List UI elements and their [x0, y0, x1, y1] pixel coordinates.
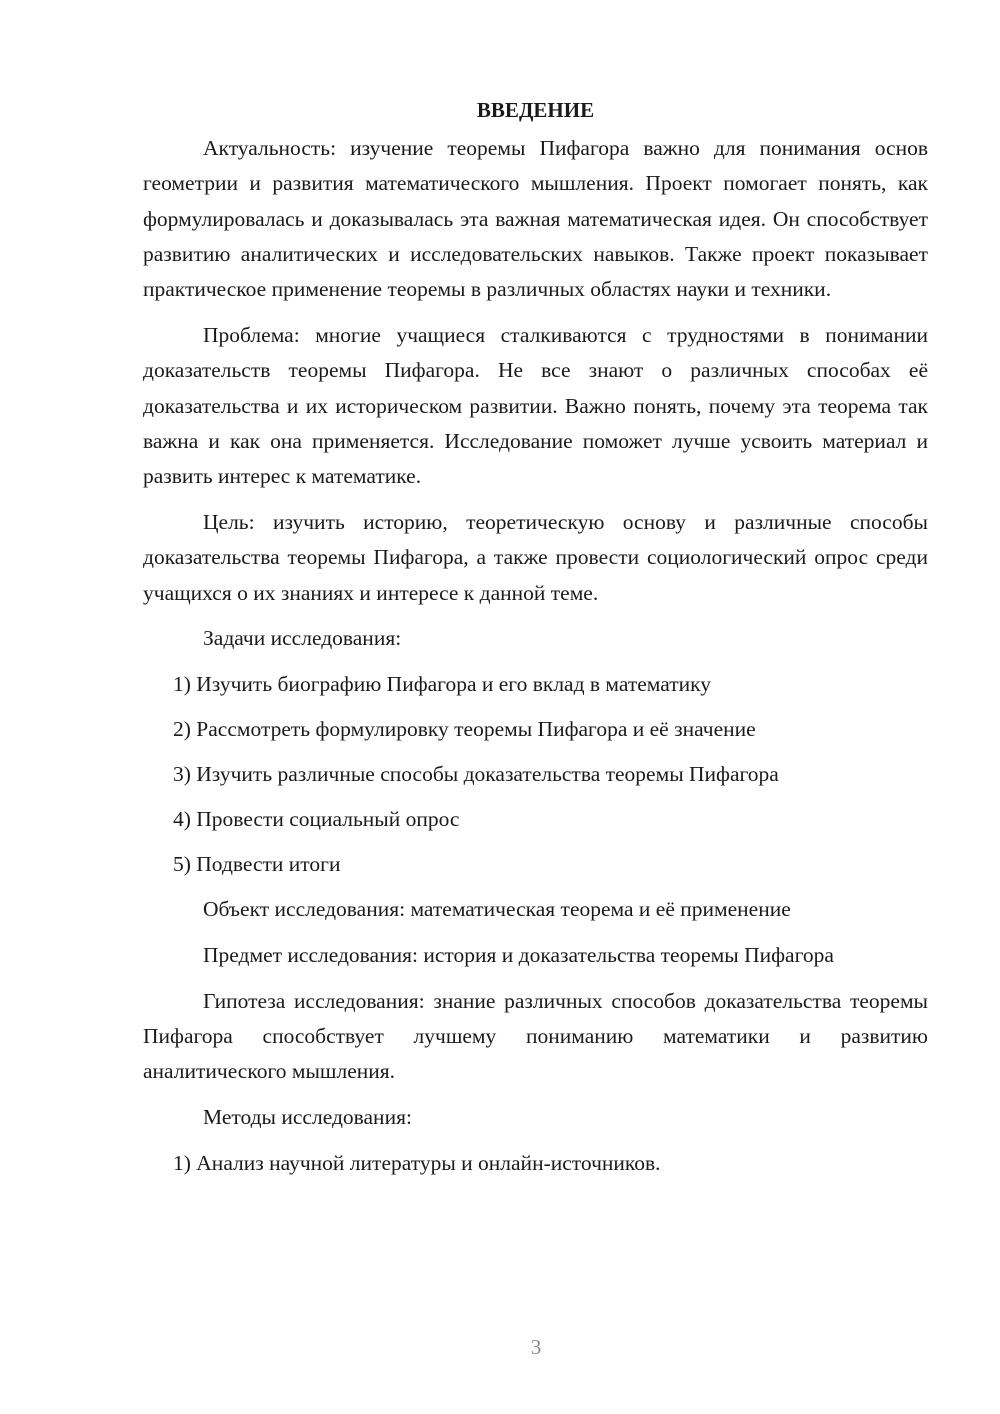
paragraph-problem: Проблема: многие учащиеся сталкиваются с трудностями в понимании доказательств теоремы Пифагора. Не все знают о различных способах её доказательства и их историческом развитии. Важно понять, почему эта теорема так важна и как она применяется. Исследование поможет лучше усвоить материал и развить интерес к математике. — [143, 322, 928, 489]
task-item-4: 4) Провести социальный опрос — [173, 807, 460, 832]
task-item-2: 2) Рассмотреть формулировку теоремы Пифагора и её значение — [173, 717, 756, 742]
task-item-5: 5) Подвести итоги — [173, 852, 341, 877]
paragraph-methods-heading: Методы исследования: — [203, 1105, 412, 1130]
document-page — [143, 95, 928, 1191]
paragraph-hypothesis: Гипотеза исследования: знание различных способов доказательства теоремы Пифагора способствует лучшему пониманию математики и развитию аналитического мышления. — [143, 988, 928, 1084]
method-item-1: 1) Анализ научной литературы и онлайн-источников. — [173, 1150, 661, 1175]
paragraph-goal: Цель: изучить историю, теоретическую основу и различные способы доказательства теоремы Пифагора, а также провести социологический опрос среди учащихся о их знаниях и интересе к данной теме. — [143, 509, 928, 605]
task-item-3: 3) Изучить различные способы доказательства теоремы Пифагора — [173, 762, 779, 787]
page-number: 3 — [530, 1335, 542, 1359]
paragraph-relevance: Актуальность: изучение теоремы Пифагора важно для понимания основ геометрии и развития математического мышления. Проект помогает понять, как формулировалась и доказывалась эта важная математическая идея. Он способствует развитию аналитических и исследовательских навыков. Также проект показывает практическое применение теоремы в различных областях науки и техники. — [143, 136, 928, 302]
paragraph-tasks-heading: Задачи исследования: — [203, 626, 402, 651]
task-item-1: 1) Изучить биографию Пифагора и его вклад в математику — [173, 672, 712, 697]
section-title: ВВЕДЕНИЕ — [476, 98, 595, 122]
paragraph-subject: Предмет исследования: история и доказательства теоремы Пифагора — [203, 942, 834, 967]
paragraph-object: Объект исследования: математическая теорема и её применение — [203, 897, 791, 922]
